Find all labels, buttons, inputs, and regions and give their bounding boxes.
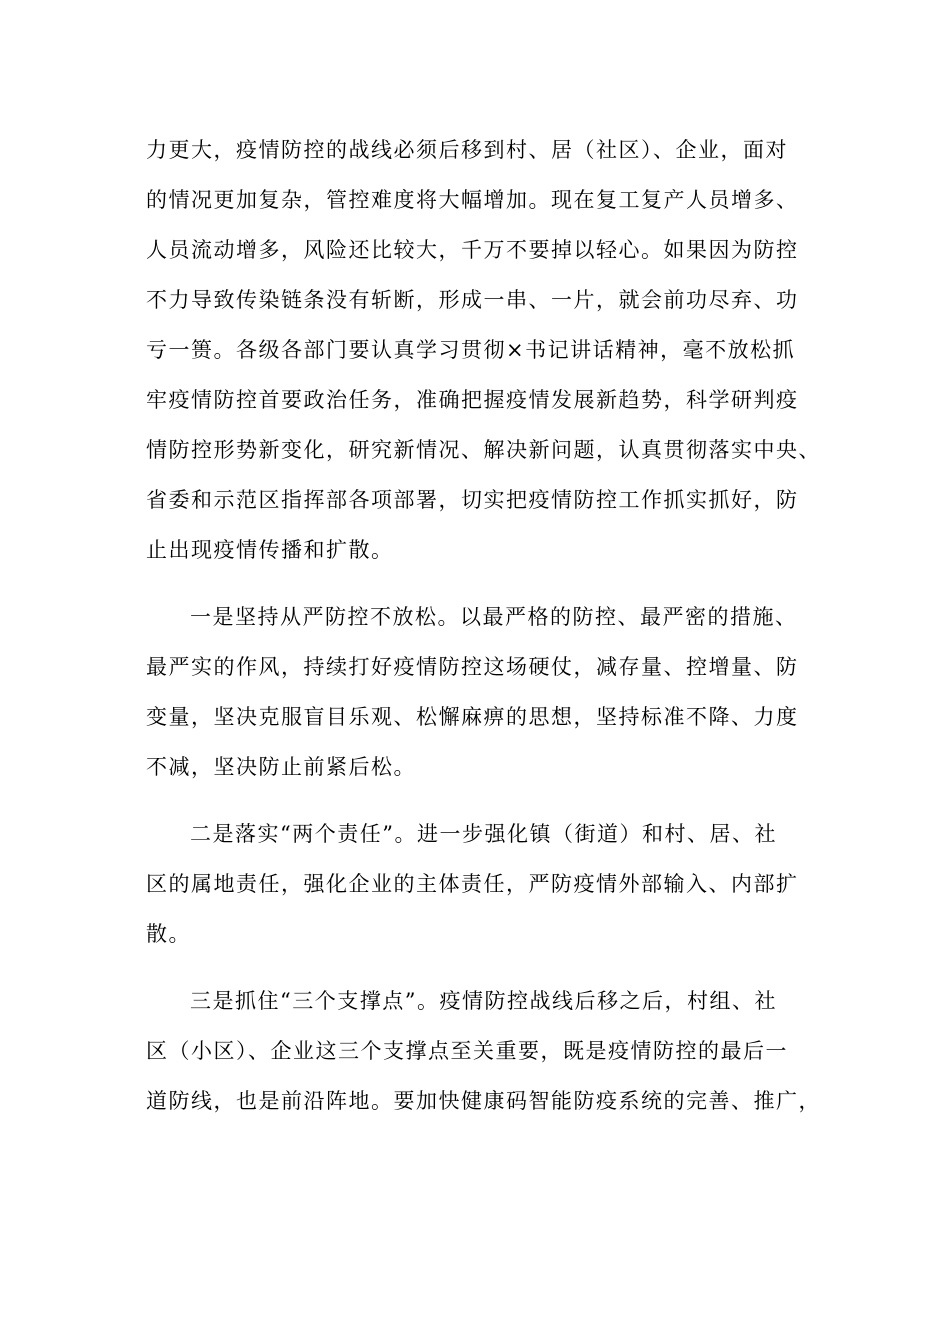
text-line: 散。 (146, 922, 191, 946)
text-line: 省委和示范区指挥部各项部署，切实把疫情防控工作抓实抓好，防 (146, 488, 799, 512)
text-line: 情防控形势新变化，研究新情况、解决新问题，认真贯彻落实中央、 (146, 438, 821, 462)
text-line: 区的属地责任，强化企业的主体责任，严防疫情外部输入、内部扩 (146, 872, 799, 896)
text-line: 的情况更加复杂，管控难度将大幅增加。现在复工复产人员增多、 (146, 188, 799, 212)
text-line: 牢疫情防控首要政治任务，准确把握疫情发展新趋势，科学研判疫 (146, 388, 799, 412)
paragraph-point-three (146, 976, 821, 1126)
paragraph-epidemic-control (146, 125, 821, 575)
text-line: 最严实的作风，持续打好疫情防控这场硬仗，减存量、控增量、防 (146, 655, 799, 679)
paragraph-point-two (146, 809, 806, 959)
text-line: 不力导致传染链条没有斩断，形成一串、一片，就会前功尽弃、功 (146, 288, 799, 312)
text-line: 道防线，也是前沿阵地。要加快健康码智能防疫系统的完善、推广， (146, 1089, 821, 1113)
text-line: 亏一篑。各级各部门要认真学习贯彻×书记讲话精神，毫不放松抓 (146, 338, 796, 362)
text-line: 不减，坚决防止前紧后松。 (146, 755, 416, 779)
text-line: 变量，坚决克服盲目乐观、松懈麻痹的思想，坚持标准不降、力度 (146, 705, 799, 729)
text-line: 区（小区）、企业这三个支撑点至关重要，既是疫情防控的最后一 (146, 1039, 788, 1063)
text-line: 三是抓住“三个支撑点”。疫情防控战线后移之后，村组、社 (190, 989, 777, 1013)
text-line: 力更大，疫情防控的战线必须后移到村、居（社区）、企业，面对 (146, 138, 788, 162)
paragraph-point-one (146, 592, 806, 792)
text-line: 止出现疫情传播和扩散。 (146, 538, 394, 562)
text-line: 人员流动增多，风险还比较大，千万不要掉以轻心。如果因为防控 (146, 238, 799, 262)
text-line: 二是落实“两个责任”。进一步强化镇（街道）和村、居、社 (190, 822, 777, 846)
text-line: 一是坚持从严防控不放松。以最严格的防控、最严密的措施、 (190, 605, 798, 629)
